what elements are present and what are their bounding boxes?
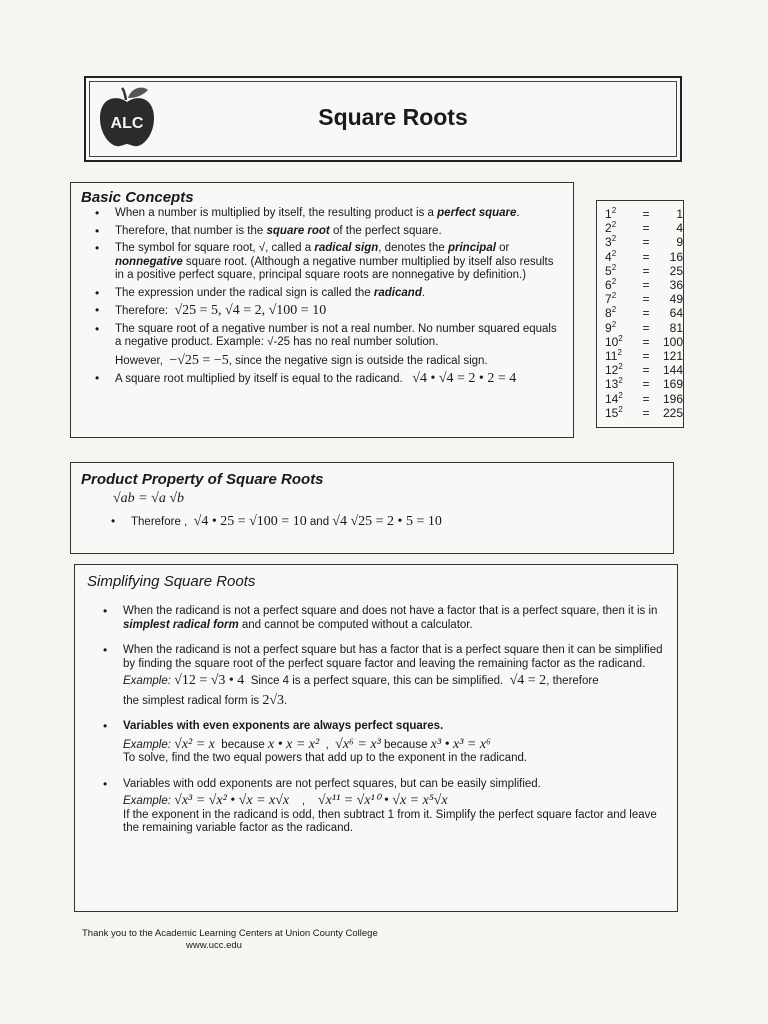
text: However, (115, 354, 163, 367)
simplifying-section (74, 564, 678, 912)
square-row (597, 221, 683, 235)
math-expression: √4 • 25 = √100 = 10 (193, 514, 307, 529)
list-item (81, 242, 565, 283)
text: The square root of a negative number is not a real number. No number squared equals a negative product. Example: √-25 has no real number solution. (115, 322, 557, 348)
square-equals: = (642, 349, 650, 364)
list-item (81, 372, 565, 387)
math-expression: √x³ = √x² • √x = x√x (174, 793, 290, 808)
text: To solve, find the two equal powers that add up to the exponent in the radicand. (123, 752, 528, 764)
logo-stem (122, 88, 126, 100)
math-expression: √25 = 5, √4 = 2, √100 = 10 (174, 303, 327, 318)
square-row (597, 278, 683, 292)
square-base: $3^2$ (605, 234, 617, 250)
product-property-heading: Product Property of Square Roots (81, 471, 324, 488)
square-value: 121 (662, 349, 683, 364)
square-row (597, 349, 683, 363)
square-base: $4^2$ (605, 248, 617, 264)
square-base: $11^2$ (605, 348, 622, 364)
square-equals: = (642, 363, 650, 378)
list-item (81, 287, 565, 301)
square-row (597, 264, 683, 278)
example-label: Example: (123, 675, 171, 687)
square-value: 144 (662, 363, 683, 378)
square-value: 36 (669, 278, 683, 293)
square-equals: = (642, 221, 650, 236)
square-value: 4 (676, 221, 683, 236)
footer-url: www.ucc.edu (186, 940, 242, 951)
math-expression: √x⁶ = x³ (335, 736, 381, 752)
text: . (421, 286, 426, 299)
text: and (309, 516, 330, 528)
title-banner (84, 76, 682, 162)
text: Therefore, that number is the (115, 224, 267, 237)
square-equals: = (642, 405, 650, 420)
text: of the perfect square. (329, 224, 442, 237)
square-value: 196 (662, 391, 683, 406)
term: perfect square (437, 207, 517, 219)
square-base: $1^2$ (605, 206, 617, 221)
math-expression: √x¹¹ = √x¹⁰ • √x = x⁵√x (317, 793, 448, 808)
square-base: $7^2$ (605, 291, 617, 307)
square-equals: = (642, 263, 650, 278)
square-row (597, 321, 683, 335)
example-label: Example: (123, 738, 171, 751)
math-expression: x • x = x² (267, 736, 320, 752)
text: because (383, 738, 428, 751)
term: nonnegative (115, 255, 183, 268)
text: Therefore , (131, 516, 188, 528)
list-item (81, 304, 565, 319)
square-equals: = (642, 377, 650, 392)
math-expression: √12 = √3 • 4 (174, 673, 245, 688)
term: simplest radical form (123, 618, 239, 631)
term: radicand (373, 286, 422, 299)
square-equals: = (642, 278, 650, 293)
text: , (325, 738, 329, 751)
square-value: 81 (669, 320, 683, 335)
list-item (89, 720, 667, 766)
product-list (97, 515, 442, 534)
footer (82, 928, 378, 952)
list-item (89, 778, 667, 836)
square-row (597, 207, 683, 221)
square-base: $14^2$ (605, 390, 623, 406)
text: A square root multiplied by itself is equal to the radicand. (115, 373, 403, 385)
text: , since the negative sign is outside the radical sign. (228, 354, 488, 367)
square-base: $9^2$ (605, 319, 617, 335)
square-value: 169 (662, 377, 683, 392)
text: Therefore: (115, 305, 169, 317)
text: The symbol for square root, √, called a (115, 242, 315, 254)
example-label: Example: (123, 795, 171, 807)
text: Since 4 is a perfect square, this can be simplified. (250, 675, 504, 687)
square-value: 100 (662, 334, 683, 349)
square-equals: = (642, 292, 650, 307)
product-property-section (70, 462, 674, 554)
square-value: 1 (676, 207, 683, 221)
square-equals: = (642, 320, 650, 335)
term: principal (447, 242, 496, 254)
square-base: $12^2$ (605, 362, 623, 378)
math-expression: x³ • x³ = x⁶ (430, 736, 491, 752)
math-expression: √4 • √4 = 2 • 2 = 4 (412, 371, 517, 386)
square-value: 225 (662, 405, 683, 420)
math-expression: 2√3 (262, 692, 285, 708)
math-expression: √4 √25 = 2 • 5 = 10 (332, 514, 442, 529)
square-row (597, 335, 683, 349)
square-row (597, 250, 683, 264)
square-value: 49 (669, 292, 683, 307)
square-base: $13^2$ (605, 376, 623, 392)
perfect-squares-table (596, 200, 684, 428)
square-equals: = (642, 391, 650, 406)
square-equals: = (642, 235, 650, 250)
square-row (597, 235, 683, 249)
basic-concepts-section (70, 182, 574, 438)
text: When a number is multiplied by itself, the resulting product is a (115, 207, 438, 219)
square-base: $8^2$ (605, 305, 617, 321)
text: and cannot be computed without a calculator. (238, 618, 473, 631)
text: If the exponent in the radicand is odd, then subtract 1 from it. Simplify the perfect square factor and leave the remaining variable factor as the radicand. (123, 808, 657, 834)
text: When the radicand is not a perfect square but has a factor that is a perfect square then it can be simplified by finding the square root of the perfect square factor and leaving the remaining factor as the radicand. (123, 644, 663, 670)
text: or (495, 242, 510, 254)
math-expression: −√25 = −5 (169, 352, 229, 368)
text: . (284, 694, 288, 707)
square-equals: = (642, 306, 650, 321)
math-expression: √x² = x (174, 736, 215, 752)
text: square root. (Although a negative number multiplied by itself also results in a positive perfect square, principal square roots are nonnegative by definition.) (115, 255, 554, 281)
product-formula: √ab = √a √b (113, 491, 184, 506)
basic-concepts-list (81, 207, 565, 391)
basic-concepts-heading: Basic Concepts (81, 189, 194, 206)
text: Variables with even exponents are always perfect squares. (123, 720, 444, 732)
footer-credit: Thank you to the Academic Learning Centers at Union County College (82, 928, 378, 939)
square-value: 25 (669, 263, 683, 278)
simplifying-list (89, 605, 667, 848)
square-row (597, 392, 683, 406)
square-base: $6^2$ (605, 277, 617, 293)
square-row (597, 406, 683, 420)
list-item (81, 207, 565, 221)
logo-text: ALC (110, 115, 144, 132)
logo-leaf-shape (128, 88, 148, 98)
simplifying-heading: Simplifying Square Roots (87, 573, 256, 590)
term: square root (266, 224, 330, 237)
text: , (301, 795, 306, 807)
term: radical sign (314, 242, 379, 254)
text: . (516, 207, 520, 219)
square-row (597, 306, 683, 320)
list-item (89, 644, 667, 708)
square-row (597, 363, 683, 377)
square-equals: = (642, 207, 650, 221)
square-value: 9 (676, 235, 683, 250)
text: , denotes the (378, 242, 448, 254)
math-expression: √4 = 2 (509, 673, 547, 688)
square-value: 64 (669, 306, 683, 321)
list-item (89, 605, 667, 632)
square-equals: = (642, 334, 650, 349)
text: The expression under the radical sign is called the (115, 286, 374, 299)
list-item (97, 515, 442, 530)
square-base: $10^2$ (605, 333, 623, 349)
text: When the radicand is not a perfect square and does not have a factor that is a perfect square, then it is in (123, 605, 658, 617)
text: the simplest radical form is (123, 694, 260, 707)
square-base: $2^2$ (605, 220, 617, 236)
square-row (597, 377, 683, 391)
square-row (597, 292, 683, 306)
list-item (81, 323, 565, 369)
square-equals: = (642, 249, 650, 264)
square-base: $5^2$ (605, 262, 617, 278)
page-title: Square Roots (318, 104, 468, 130)
text: Variables with odd exponents are not perfect squares, but can be easily simplified. (123, 777, 541, 790)
square-value: 16 (669, 249, 683, 264)
text: because (221, 738, 265, 751)
square-base: $15^2$ (605, 404, 623, 420)
list-item (81, 225, 565, 239)
text: , therefore (546, 675, 599, 687)
